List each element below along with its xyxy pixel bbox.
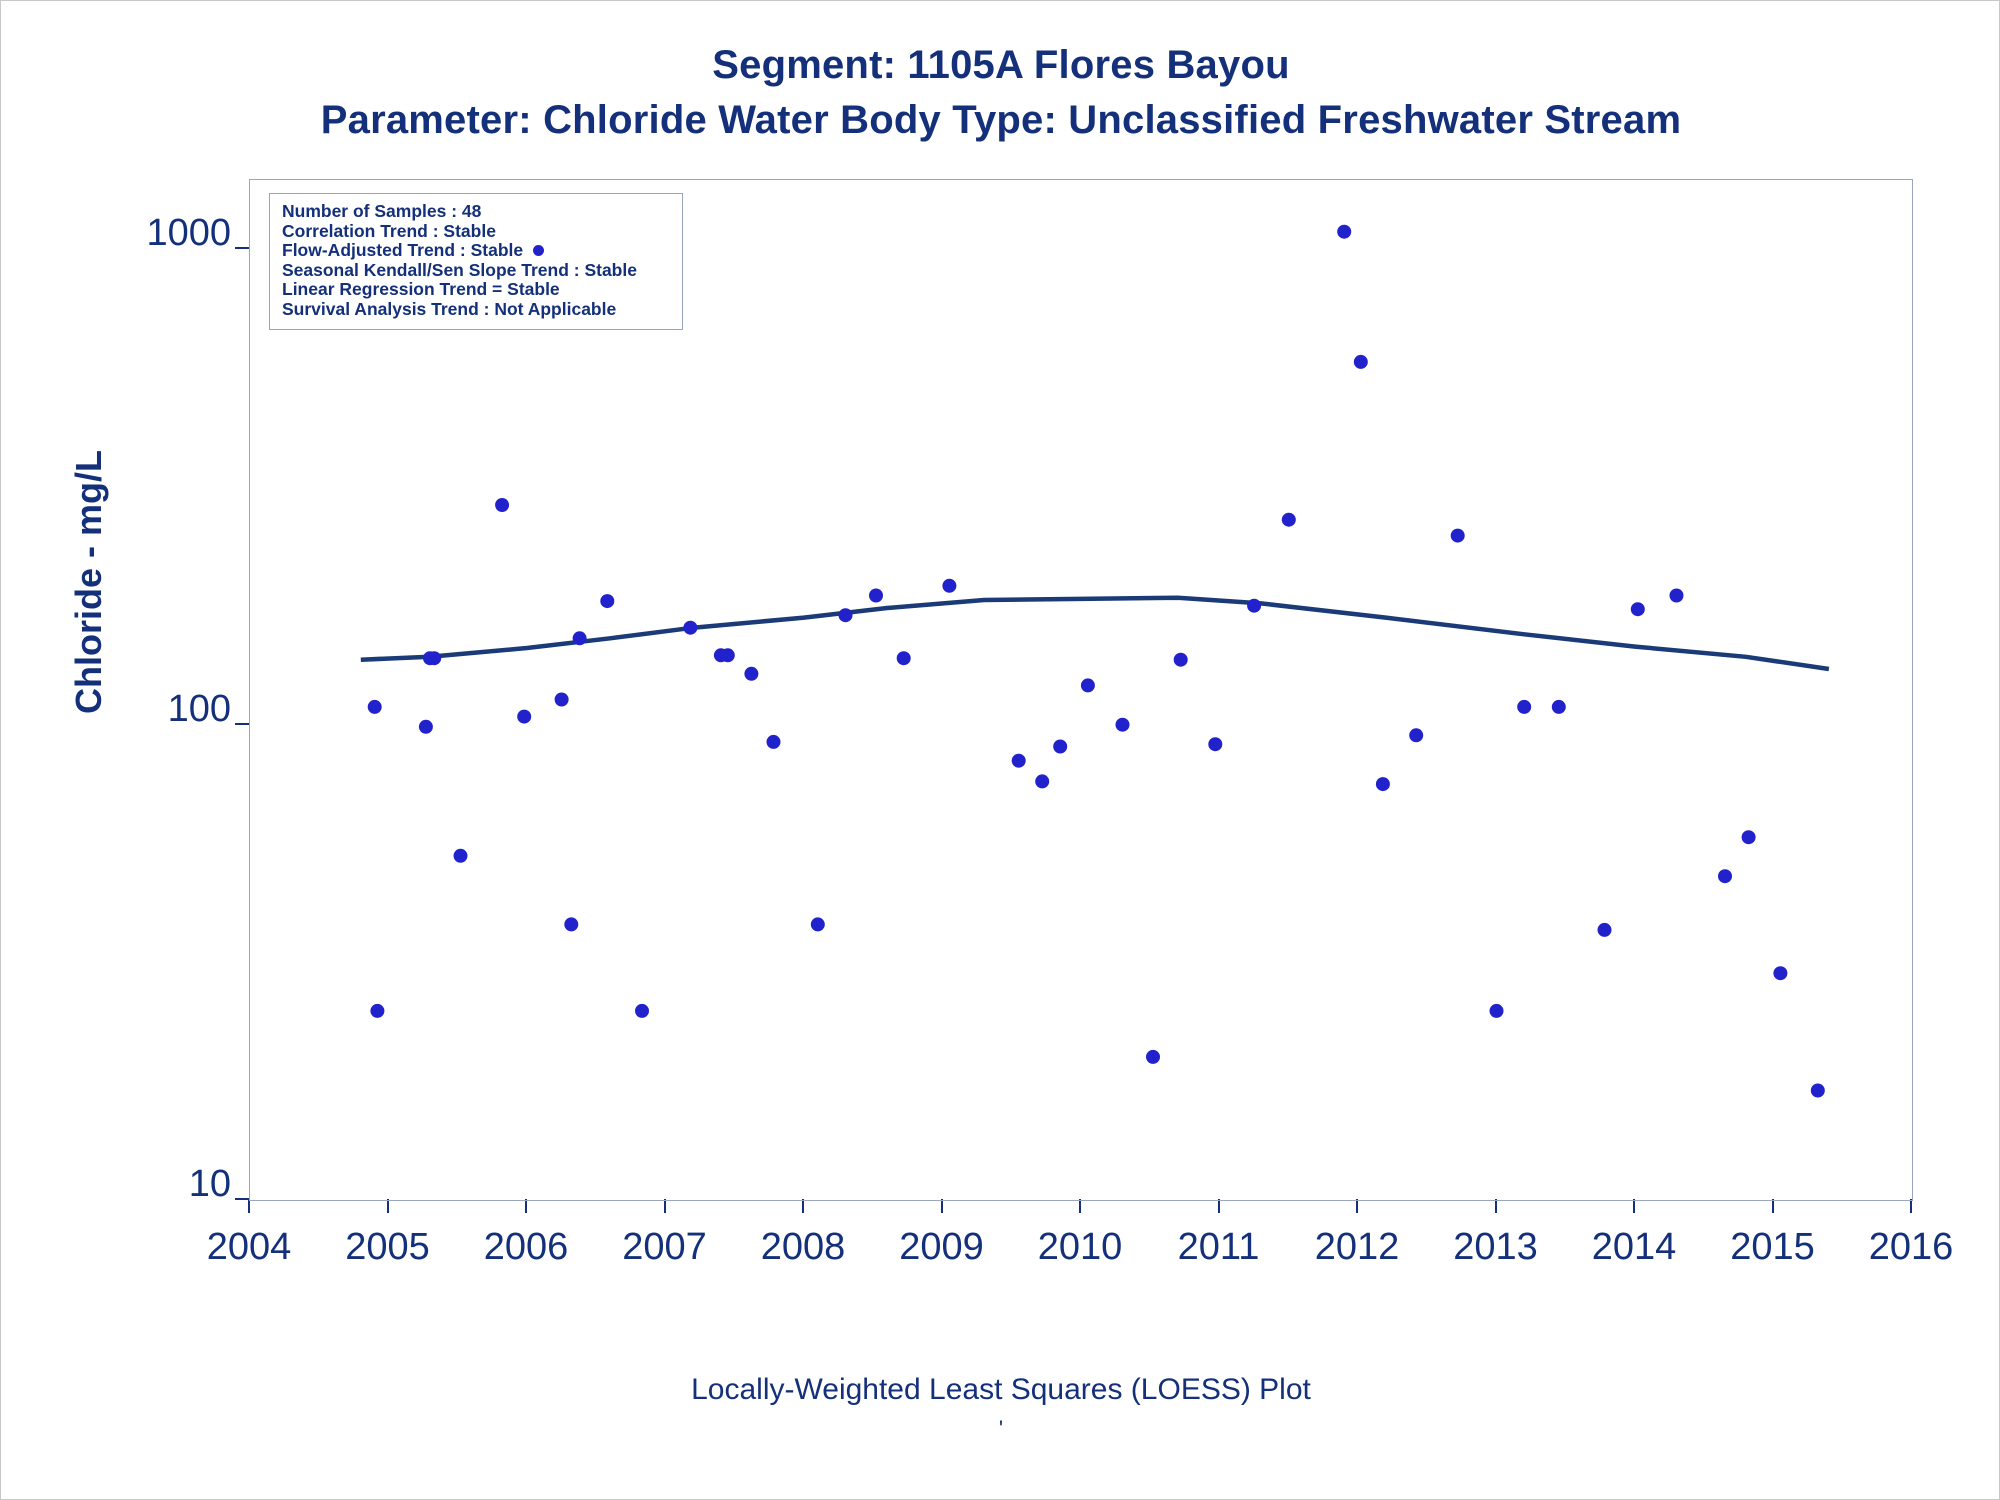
sample-point <box>564 917 578 931</box>
footer-tick-mark: ' <box>998 1416 1004 1441</box>
sample-point <box>1282 513 1296 527</box>
y-tick-label-10: 10 <box>188 1163 231 1205</box>
sample-point <box>811 917 825 931</box>
sample-point <box>839 608 853 622</box>
sample-point <box>1409 728 1423 742</box>
plot-canvas <box>250 180 1912 1200</box>
x-tick-label-2013: 2013 <box>1453 1226 1538 1268</box>
chart-title-block <box>1 39 2000 149</box>
stat-line-1 <box>282 222 672 242</box>
x-tick-mark <box>1079 1199 1081 1213</box>
sample-point <box>721 648 735 662</box>
x-tick-label-2004: 2004 <box>206 1226 292 1268</box>
sample-point <box>495 498 509 512</box>
sample-point <box>869 589 883 603</box>
sample-point <box>1598 923 1612 937</box>
sample-point <box>517 710 531 724</box>
sample-point <box>744 667 758 681</box>
chart-title-line-2: Parameter: Chloride Water Body Type: Unclassified Freshwater Stream <box>320 98 1682 142</box>
chart-title-line-1: Segment: 1105A Flores Bayou <box>712 43 1290 87</box>
y-tick-label-1000: 1000 <box>146 212 231 255</box>
sample-point <box>1670 589 1684 603</box>
sample-point <box>1247 599 1261 613</box>
y-tick-mark <box>235 1198 249 1200</box>
x-tick-mark <box>1218 1199 1220 1213</box>
sample-point <box>1376 777 1390 791</box>
sample-point <box>1811 1084 1825 1098</box>
x-tick-label-2011: 2011 <box>1177 1226 1260 1268</box>
x-tick-label-2006: 2006 <box>483 1226 569 1268</box>
sample-point <box>683 621 697 635</box>
statistics-legend-box <box>269 193 683 330</box>
plot-area <box>249 179 1913 1201</box>
stat-line-text: Flow-Adjusted Trend : Stable <box>282 240 524 260</box>
x-tick-mark <box>664 1199 666 1213</box>
sample-points <box>368 225 1825 1098</box>
x-tick-label-2012: 2012 <box>1314 1226 1400 1268</box>
x-tick-mark <box>802 1199 804 1213</box>
sample-point <box>1053 740 1067 754</box>
sample-point <box>1718 869 1732 883</box>
sample-point <box>600 594 614 608</box>
stat-line-text: Survival Analysis Trend : Not Applicable <box>282 298 617 319</box>
x-tick-mark <box>1772 1199 1774 1213</box>
sample-point <box>368 700 382 714</box>
sample-point <box>427 651 441 665</box>
stat-line-0 <box>282 202 672 222</box>
x-tick-mark <box>248 1199 250 1213</box>
sample-point <box>573 631 587 645</box>
sample-point <box>1451 529 1465 543</box>
x-tick-label-2008: 2008 <box>760 1226 846 1268</box>
sample-point <box>635 1004 649 1018</box>
sample-point <box>942 579 956 593</box>
sample-point <box>1146 1050 1160 1064</box>
sample-point <box>1337 225 1351 239</box>
stat-line-4 <box>282 280 672 300</box>
x-tick-label-2016: 2016 <box>1868 1226 1954 1268</box>
sample-point <box>1116 718 1130 732</box>
sample-point <box>897 651 911 665</box>
sample-point <box>1490 1004 1504 1018</box>
sample-point <box>1035 774 1049 788</box>
sample-point <box>767 735 781 749</box>
y-tick-label-100: 100 <box>167 687 231 730</box>
x-tick-mark <box>1495 1199 1497 1213</box>
sample-point <box>1174 653 1188 667</box>
stat-line-text: Correlation Trend : Stable <box>282 220 496 241</box>
y-tick-mark <box>235 723 249 725</box>
legend-sample-dot-icon <box>533 245 544 256</box>
sample-point <box>1517 700 1531 714</box>
x-tick-mark <box>1356 1199 1358 1213</box>
sample-point <box>555 693 569 707</box>
stat-line-3 <box>282 261 672 281</box>
x-tick-mark <box>1633 1199 1635 1213</box>
stat-line-text: Seasonal Kendall/Sen Slope Trend : Stable <box>282 259 637 280</box>
sample-point <box>1208 737 1222 751</box>
x-tick-label-2010: 2010 <box>1037 1226 1123 1268</box>
stat-line-text: Number of Samples : 48 <box>282 201 482 221</box>
sample-point <box>1081 678 1095 692</box>
x-tick-mark <box>941 1199 943 1213</box>
sample-point <box>1631 602 1645 616</box>
stat-line-text: Linear Regression Trend = Stable <box>282 279 560 299</box>
sample-point <box>1773 966 1787 980</box>
stat-line-2 <box>282 241 672 261</box>
sample-point <box>1012 754 1026 768</box>
x-tick-label-2005: 2005 <box>345 1226 430 1268</box>
x-tick-mark <box>387 1199 389 1213</box>
y-tick-mark <box>235 247 249 249</box>
sample-point <box>419 720 433 734</box>
x-tick-mark <box>525 1199 527 1213</box>
y-axis-label: Chloride - mg/L <box>68 450 109 714</box>
sample-point <box>454 849 468 863</box>
sample-point <box>1742 830 1756 844</box>
plot-caption: Locally-Weighted Least Squares (LOESS) Plot <box>691 1373 1311 1406</box>
sample-point <box>370 1004 384 1018</box>
x-tick-label-2007: 2007 <box>622 1226 707 1268</box>
x-tick-label-2009: 2009 <box>899 1226 984 1268</box>
x-tick-mark <box>1910 1199 1912 1213</box>
stat-line-5 <box>282 300 672 320</box>
x-tick-label-2014: 2014 <box>1591 1226 1677 1268</box>
x-tick-label-2015: 2015 <box>1730 1226 1815 1268</box>
sample-point <box>1354 355 1368 369</box>
sample-point <box>1552 700 1566 714</box>
